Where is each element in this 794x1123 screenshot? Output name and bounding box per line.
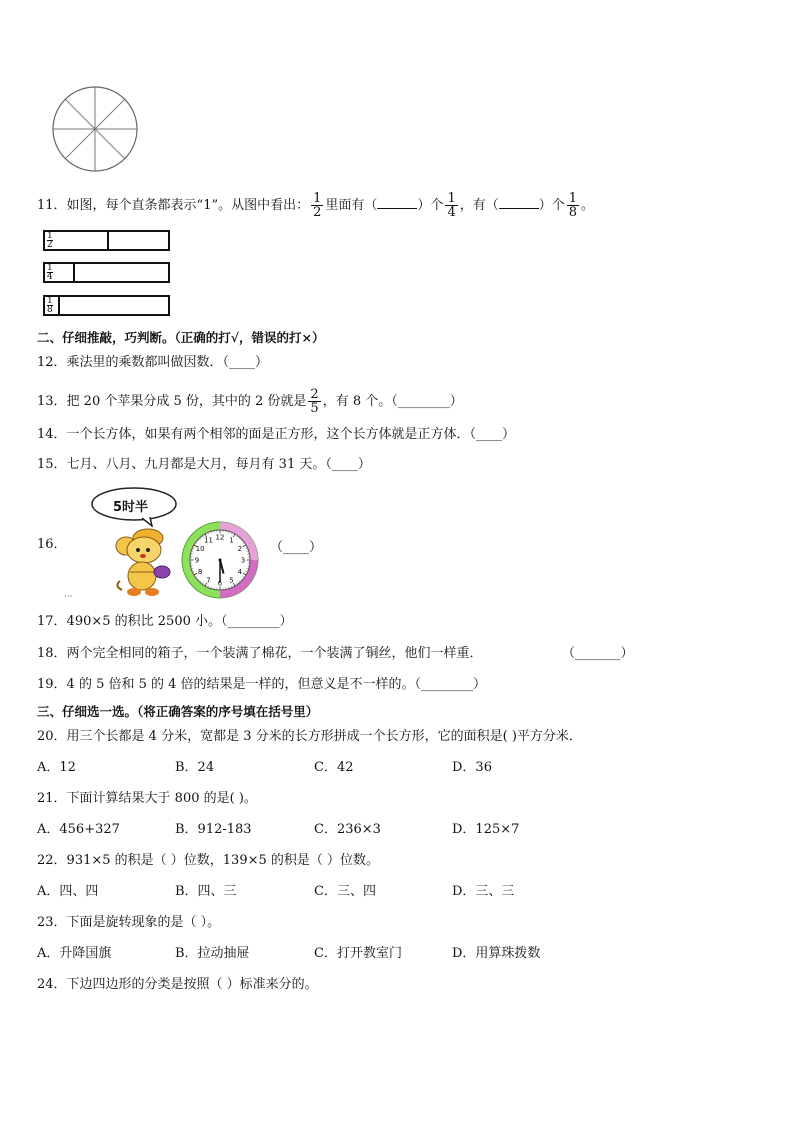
answer-blank[interactable] [499, 196, 539, 209]
clock-number: 7 [206, 576, 211, 585]
bar-label: 1 2 [47, 231, 53, 250]
answer-blank[interactable] [377, 196, 417, 209]
clock-number: 3 [240, 556, 246, 565]
question-20: 20．用三个长都是 4 分米，宽都是 3 分米的长方形拼成一个长方形，它的面积是( )平方分米． [37, 729, 582, 744]
clock-number: 8 [197, 568, 203, 576]
fraction-bar-eighths [43, 295, 170, 316]
clock-number: 11 [204, 536, 213, 545]
clock-number: 6 [217, 579, 223, 588]
mouse-mascot-illustration [112, 526, 184, 598]
fraction-one-eighth: $\frac{1}{8}$ [568, 191, 578, 220]
question-24: 24．下边四边形的分类是按照（ ）标准来分的。 [37, 977, 318, 992]
question-12: 12．乘法里的乘数都叫做因数．（____） [37, 355, 269, 370]
question-23: 23．下面是旋转现象的是（ ）。 [37, 915, 221, 930]
bar-label: 1 4 [47, 263, 53, 282]
fraction-bar-halves [43, 230, 170, 251]
bar-label: 1 8 [47, 296, 53, 315]
question-19: 19．4 的 5 倍和 5 的 4 倍的结果是一样的，但意义是不一样的。（________） [37, 677, 487, 692]
question-16-number: 16． [37, 537, 67, 552]
option-c[interactable]: C．三、四 [314, 884, 376, 899]
option-d[interactable]: D．125×7 [452, 822, 520, 837]
question-17: 17．490×5 的积比 2500 小。（________） [37, 614, 293, 629]
option-d[interactable]: D．用算珠拨数 [452, 946, 541, 961]
clock-number: 10 [195, 545, 205, 553]
question-18: 18．两个完全相同的箱子，一个装满了棉花，一个装满了铜丝，他们一样重． [37, 646, 483, 661]
option-b[interactable]: B．24 [175, 760, 215, 775]
option-c[interactable]: C．236×3 [314, 822, 381, 837]
section-2-title: 二、仔细推敲，巧判断。（正确的打√，错误的打×） [37, 330, 325, 345]
option-d[interactable]: D．36 [452, 760, 492, 775]
clock-number: 12 [215, 533, 225, 542]
question-16-answer: （____） [270, 540, 323, 555]
clock-number: 2 [237, 545, 243, 553]
question-11: 11．如图，每个直条都表示“1”。从图中看出： $\frac{1}{2}$ 里面有（ ）个 $\frac{1}{4}$ ，有（ ）个 $\frac{1}{8}$ 。 [37, 191, 595, 220]
option-c[interactable]: C．打开教室门 [314, 946, 402, 961]
fraction-one-half: $\frac{1}{2}$ [313, 191, 322, 220]
fraction-one-quarter: $\frac{1}{4}$ [447, 191, 456, 220]
option-c[interactable]: C．42 [314, 760, 354, 775]
question-14: 14．一个长方体，如果有两个相邻的面是正方形，这个长方体就是正方体．（____） [37, 427, 516, 442]
option-a[interactable]: A．升降国旗 [37, 946, 112, 961]
option-b[interactable]: B．拉动抽屉 [175, 946, 250, 961]
question-22: 22．931×5 的积是（ ）位数，139×5 的积是（ ）位数。 [37, 853, 380, 868]
option-a[interactable]: A．456+327 [37, 822, 120, 837]
section-3-title: 三、仔细选一选。（将正确答案的序号填在括号里） [37, 704, 319, 719]
clock-number: 4 [237, 568, 243, 576]
eighths-circle-figure [50, 84, 140, 174]
option-b[interactable]: B．912-183 [175, 822, 252, 837]
option-b[interactable]: B．四、三 [175, 884, 237, 899]
fraction-two-fifths: $\frac{2}{5}$ [310, 387, 319, 416]
question-18-answer: （_______） [562, 646, 634, 661]
fraction-bar-quarters [43, 262, 170, 283]
option-d[interactable]: D．三、三 [452, 884, 515, 899]
question-15: 15．七月、八月、九月都是大月，每月有 31 天。（____） [37, 457, 371, 472]
option-a[interactable]: A．四、四 [37, 884, 99, 899]
speech-bubble-text: 5时半 [113, 500, 149, 515]
option-a[interactable]: A．12 [37, 760, 76, 775]
question-21: 21．下面计算结果大于 800 的是( )。 [37, 791, 257, 806]
clock-number: 5 [229, 576, 234, 585]
clock-number: 9 [194, 556, 200, 565]
clock-number: 1 [229, 536, 234, 545]
analog-clock [180, 520, 260, 600]
decorative-dots: ··· [64, 592, 73, 602]
question-13: 13．把 20 个苹果分成 5 份，其中的 2 份就是 $\frac{2}{5}$ ，有 8 个。（________） [37, 387, 463, 416]
